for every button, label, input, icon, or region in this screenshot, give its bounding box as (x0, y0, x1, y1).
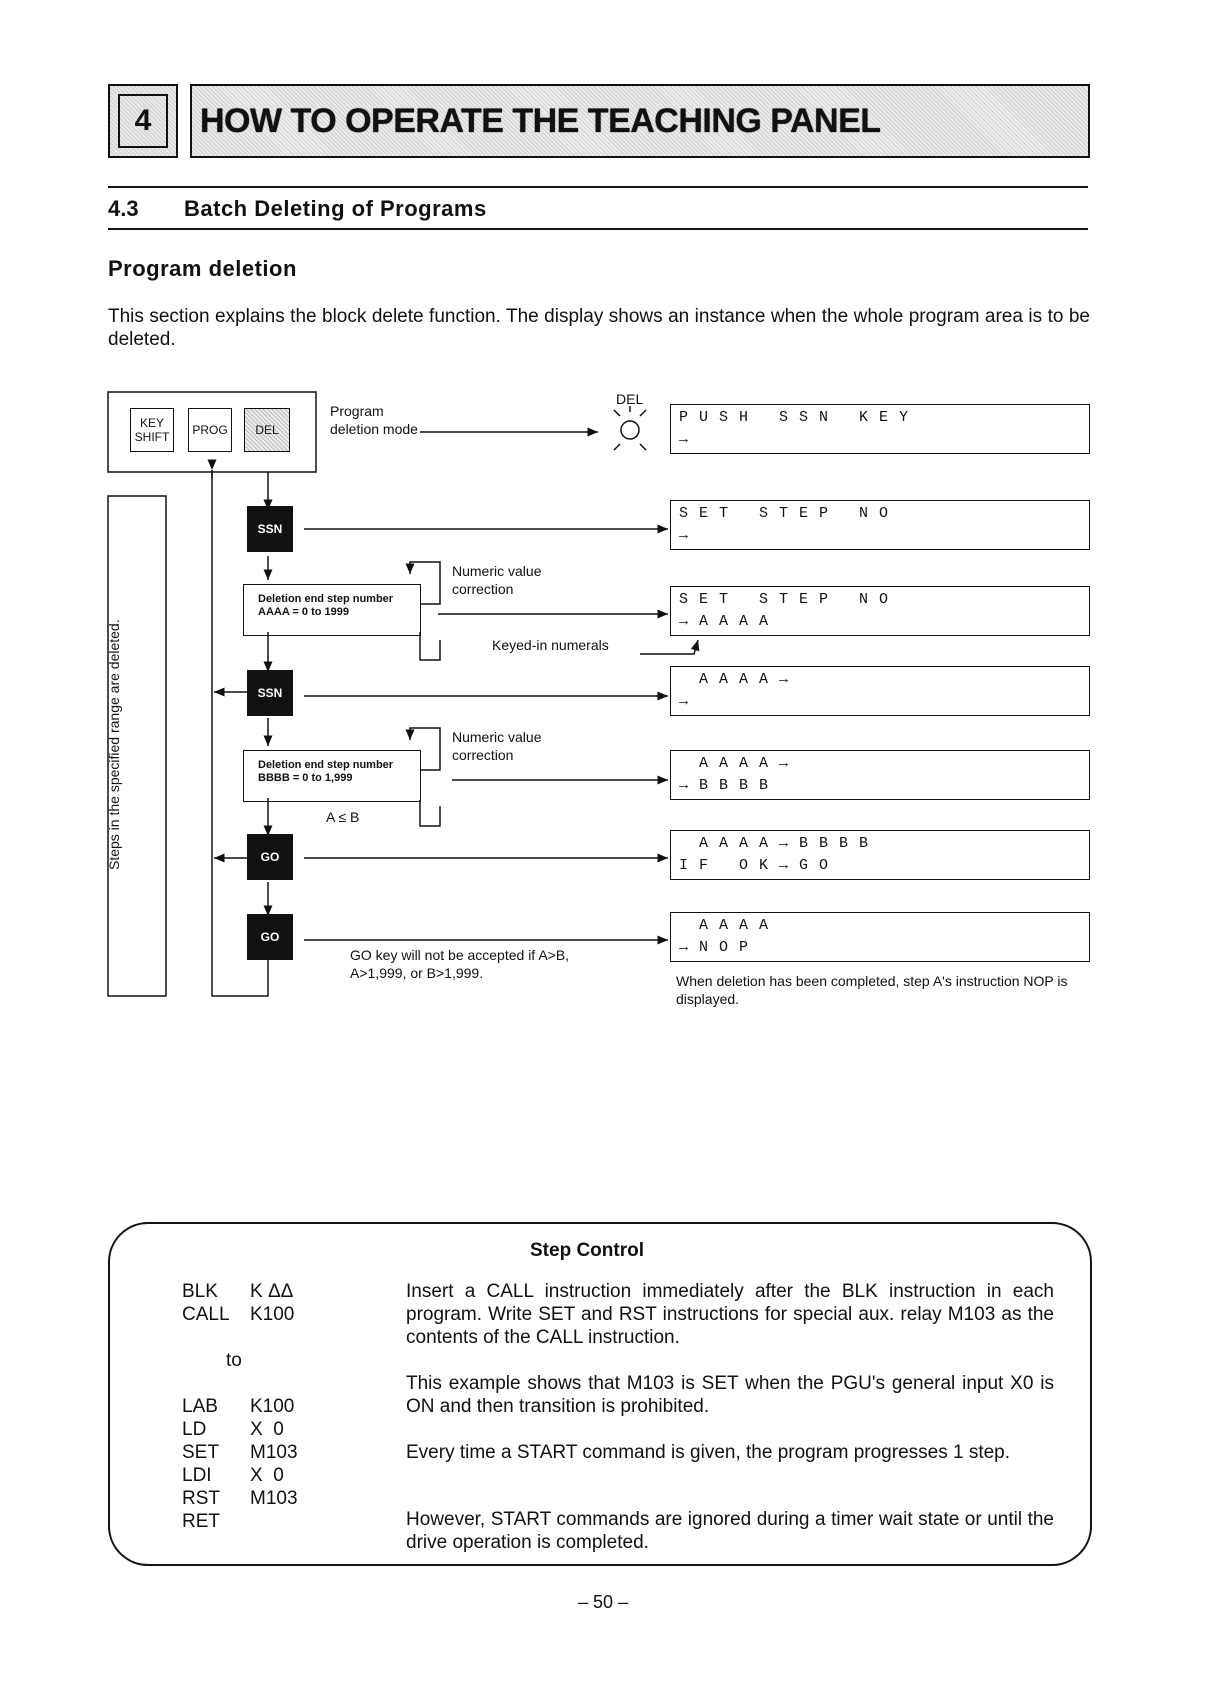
lcd-1-line-2: → (679, 431, 690, 448)
lcd-7-line-2: → N O P (679, 939, 750, 956)
entry-b-range: BBBB = 0 to 1,999 (258, 772, 353, 784)
lcd-display-5 (670, 750, 1090, 800)
key-shift-label: KEY SHIFT (134, 416, 170, 444)
code-arg-8: M103 (250, 1488, 298, 1509)
deletion-end-entry-b (243, 750, 421, 802)
code-op-1: BLK (182, 1281, 218, 1302)
go-key-2[interactable] (247, 914, 293, 960)
go-key-2-label: GO (260, 930, 280, 944)
section-number: 4.3 (108, 196, 139, 221)
subheading: Program deletion (108, 256, 297, 281)
code-arg-7: X 0 (250, 1465, 284, 1486)
numeric-correction-label-1: Numeric value correction (452, 563, 542, 597)
lcd-3-line-2: → A A A A (679, 613, 770, 630)
lcd-6-line-2: I F O K → G O (679, 857, 830, 874)
step-control-paragraph-4: However, START commands are ignored during a timer wait state or until the drive operation is completed. (406, 1509, 1054, 1553)
program-deletion-mode-label: Program deletion mode (330, 403, 418, 437)
lcd-6-line-1: A A A A → B B B B (679, 835, 870, 852)
lcd-display-2 (670, 500, 1090, 550)
ssn-key-1-label: SSN (257, 522, 283, 536)
section-title: Batch Deleting of Programs (184, 196, 487, 221)
numeric-correction-label-2: Numeric value correction (452, 729, 542, 763)
completion-note: When deletion has been completed, step A's instruction NOP is displayed. (676, 973, 1068, 1007)
lcd-display-3 (670, 586, 1090, 636)
lcd-7-line-1: A A A A (679, 917, 770, 934)
chapter-title: HOW TO OPERATE THE TEACHING PANEL (200, 101, 881, 140)
step-control-paragraph-1: Insert a CALL instruction immediately after the BLK instruction in each program. Write SET and RST instructions for special aux. relay M103 as the contents of the CALL instruction. (406, 1281, 1054, 1348)
go-key-1-label: GO (260, 850, 280, 864)
prog-key[interactable] (188, 408, 232, 452)
lcd-display-1 (670, 404, 1090, 454)
section-rule-top (108, 186, 1088, 188)
code-arg-6: M103 (250, 1442, 298, 1463)
lcd-5-line-1: A A A A → (679, 755, 790, 772)
lcd-4-line-1: A A A A → (679, 671, 790, 688)
del-lamp-label: DEL (616, 391, 644, 407)
ssn-key-2-label: SSN (257, 686, 283, 700)
step-control-title: Step Control (530, 1240, 644, 1261)
lcd-3-line-1: S E T S T E P N O (679, 591, 890, 608)
lcd-2-line-1: S E T S T E P N O (679, 505, 890, 522)
code-op-8: RST (182, 1488, 220, 1509)
lcd-5-line-2: → B B B B (679, 777, 770, 794)
key-shift-key[interactable] (130, 408, 174, 452)
page-number: – 50 – (577, 1592, 629, 1612)
entry-a-range: AAAA = 0 to 1999 (258, 606, 349, 618)
lcd-display-7 (670, 912, 1090, 962)
section-rule-bottom (108, 228, 1088, 230)
code-arg-2: K100 (250, 1304, 295, 1325)
code-op-4: LAB (182, 1396, 218, 1417)
code-op-6: SET (182, 1442, 219, 1463)
lcd-display-6 (670, 830, 1090, 880)
code-op-9: RET (182, 1511, 220, 1532)
ssn-key-1[interactable] (247, 506, 293, 552)
prog-key-label: PROG (192, 423, 228, 437)
ssn-key-2[interactable] (247, 670, 293, 716)
code-op-5: LD (182, 1419, 207, 1440)
entry-a-title: Deletion end step number (258, 593, 394, 605)
code-arg-1: K ΔΔ (250, 1281, 294, 1302)
code-to: to (226, 1350, 242, 1371)
entry-b-title: Deletion end step number (258, 759, 394, 771)
lcd-display-4 (670, 666, 1090, 716)
lcd-2-line-2: → (679, 527, 690, 544)
code-arg-4: K100 (250, 1396, 295, 1417)
step-control-paragraph-3: Every time a START command is given, the program progresses 1 step. (406, 1442, 1011, 1463)
del-key[interactable] (244, 408, 290, 452)
keyed-in-label: Keyed-in numerals (492, 637, 609, 653)
chapter-number: 4 (118, 94, 168, 148)
chapter-number-box (108, 84, 178, 158)
code-op-2: CALL (182, 1304, 230, 1325)
step-control-paragraph-2: This example shows that M103 is SET when the PGU's general input X0 is ON and then transition is prohibited. (406, 1373, 1054, 1417)
intro-paragraph: This section explains the block delete function. The display shows an instance when the whole program area is to be deleted. (108, 306, 1090, 350)
del-key-label: DEL (255, 423, 279, 437)
code-op-7: LDI (182, 1465, 212, 1486)
deletion-end-entry-a (243, 584, 421, 636)
go-note: GO key will not be accepted if A>B, A>1,999, or B>1,999. (350, 947, 570, 981)
lcd-1-line-1: P U S H S S N K E Y (679, 409, 910, 426)
go-key-1[interactable] (247, 834, 293, 880)
chapter-title-box (190, 84, 1090, 158)
code-arg-5: X 0 (250, 1419, 284, 1440)
lcd-4-line-2: → (679, 693, 690, 710)
condition-label: A ≤ B (326, 809, 360, 825)
side-label: Steps in the specified range are deleted. (106, 619, 122, 870)
